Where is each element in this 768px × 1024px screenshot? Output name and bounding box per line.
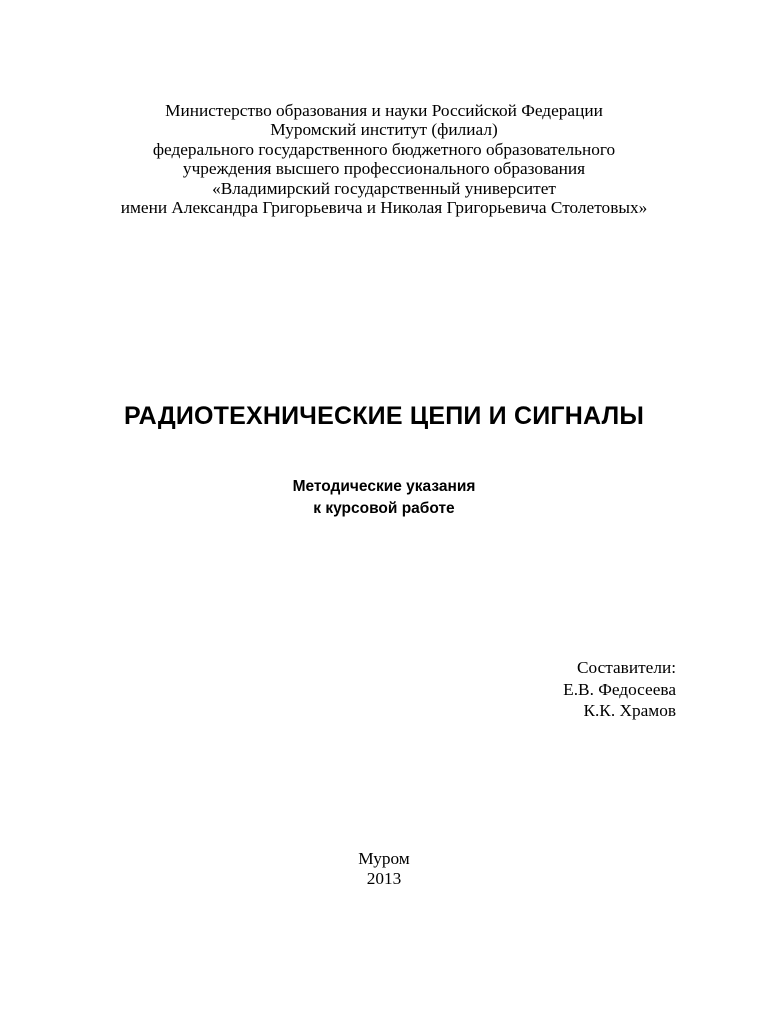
publication-footer — [0, 849, 768, 889]
education-level-line: учреждения высшего профессионального образования — [182, 159, 586, 179]
compiler-name: Е.В. Федосеева — [563, 679, 676, 699]
university-namesake-line: имени Александра Григорьевича и Николая Григорьевича Столетовых» — [120, 198, 648, 218]
ministry-line: Министерство образования и науки Российской Федерации — [165, 101, 603, 120]
institute-line: Муромский институт (филиал) — [270, 120, 498, 140]
document-title: РАДИОТЕХНИЧЕСКИЕ ЦЕПИ И СИГНАЛЫ — [123, 402, 645, 430]
compiler-name: К.К. Храмов — [583, 701, 676, 720]
federal-institution-line: федерального государственного бюджетного образовательного — [152, 139, 616, 159]
publication-city: Муром — [358, 849, 410, 868]
university-name-line: «Владимирский государственный университет — [212, 178, 556, 198]
compilers-block — [563, 657, 676, 722]
publication-year: 2013 — [366, 869, 402, 888]
subtitle-line-2: к курсовой работе — [313, 500, 455, 517]
compilers-label: Составители: — [576, 658, 676, 677]
document-subtitle — [0, 476, 768, 520]
institution-header — [0, 101, 768, 217]
subtitle-line-1: Методические указания — [292, 478, 476, 495]
